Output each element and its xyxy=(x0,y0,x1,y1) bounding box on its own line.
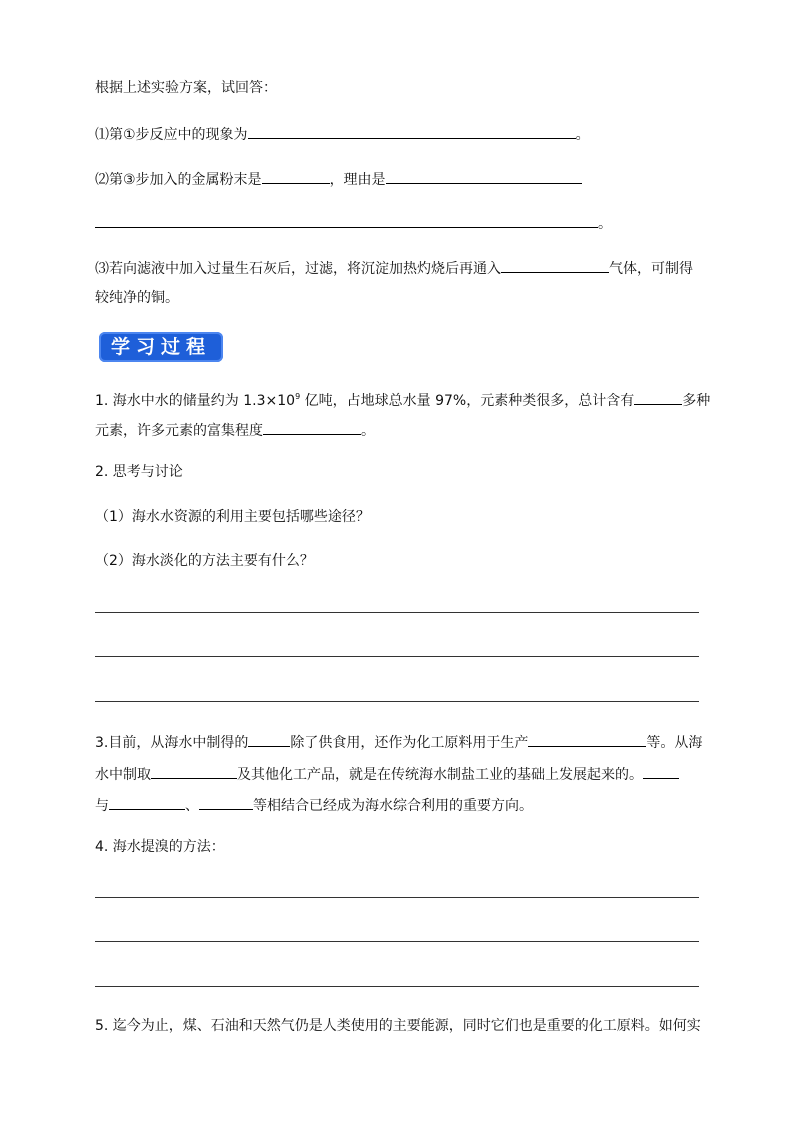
item-3-l1-c: 等。从海 xyxy=(646,735,703,751)
answer-blank-item1b[interactable] xyxy=(263,418,361,435)
question-1 xyxy=(95,122,590,145)
section-badge: 学习过程 xyxy=(99,332,223,362)
item-3-l2-b: 及其他化工产品，就是在传统海水制盐工业的基础上发展起来的。 xyxy=(237,767,643,783)
answer-blank-3[interactable] xyxy=(501,256,609,273)
answer-blank-item3f[interactable] xyxy=(199,793,253,810)
answer-blank-2b[interactable] xyxy=(386,167,582,184)
item-1 xyxy=(95,387,710,411)
answer-line[interactable] xyxy=(95,986,699,987)
answer-blank-item3c[interactable] xyxy=(151,762,237,779)
item-3-l2-a: 水中制取 xyxy=(95,767,151,783)
item-2-title: 2. 思考与讨论 xyxy=(95,464,183,480)
answer-line[interactable] xyxy=(95,897,699,898)
intro-text: 根据上述实验方案，试回答： xyxy=(95,80,277,96)
answer-blank-2c[interactable] xyxy=(95,211,598,228)
item-1-line2-b: 。 xyxy=(361,423,375,439)
item-3-line3 xyxy=(95,793,533,816)
question-2-end: 。 xyxy=(598,216,612,232)
item-3-l1-b: 除了供食用，还作为化工原料用于生产 xyxy=(290,735,529,751)
answer-blank-1[interactable] xyxy=(248,122,576,139)
item-1-line2 xyxy=(95,418,375,441)
item-1-line2-a: 元素，许多元素的富集程度 xyxy=(95,423,263,439)
item-1-text-b: 亿吨，占地球总水量 97%，元素种类很多，总计含有 xyxy=(300,393,635,409)
item-1-text-c: 多种 xyxy=(682,393,711,409)
question-3-line2: 较纯净的铜。 xyxy=(95,290,179,306)
question-3-suffix: 气体，可制得 xyxy=(609,261,693,277)
answer-blank-item3b[interactable] xyxy=(528,730,646,747)
item-2-sub1: （1）海水水资源的利用主要包括哪些途径？ xyxy=(95,509,370,525)
question-3-prefix: ⑶若向滤液中加入过量生石灰后，过滤，将沉淀加热灼烧后再通入 xyxy=(95,261,501,277)
answer-line[interactable] xyxy=(95,941,699,942)
answer-line[interactable] xyxy=(95,612,699,613)
item-3-l3-b: 、 xyxy=(185,798,199,814)
item-5: 5. 迄今为止，煤、石油和天然气仍是人类使用的主要能源，同时它们也是重要的化工原料。如何实 xyxy=(95,1018,701,1034)
item-3 xyxy=(95,730,702,753)
answer-blank-item1a[interactable] xyxy=(634,388,682,405)
item-1-text-a: 1. 海水中水的储量约为 1.3×10 xyxy=(95,393,296,409)
item-2-sub2: （2）海水淡化的方法主要有什么？ xyxy=(95,553,314,569)
answer-blank-item3d[interactable] xyxy=(643,762,679,779)
answer-blank-item3a[interactable] xyxy=(248,730,290,747)
answer-blank-2a[interactable] xyxy=(262,167,330,184)
item-1-exponent: 9 xyxy=(295,392,301,401)
answer-line[interactable] xyxy=(95,701,699,702)
item-3-l1-a: 3.目前，从海水中制得的 xyxy=(95,735,249,751)
question-3 xyxy=(95,256,693,279)
question-1-prefix: ⑴第①步反应中的现象为 xyxy=(95,127,248,143)
item-3-l3-a: 与 xyxy=(95,798,109,814)
item-3-l3-c: 等相结合已经成为海水综合利用的重要方向。 xyxy=(253,798,533,814)
answer-blank-item3e[interactable] xyxy=(109,793,185,810)
question-2-prefix: ⑵第③步加入的金属粉末是 xyxy=(95,172,262,188)
item-4-title: 4. 海水提溴的方法： xyxy=(95,839,225,855)
question-2-mid: ，理由是 xyxy=(329,172,386,188)
answer-line[interactable] xyxy=(95,656,699,657)
question-2-continued xyxy=(95,211,612,234)
question-1-suffix: 。 xyxy=(575,127,590,143)
question-2 xyxy=(95,167,582,190)
item-3-line2 xyxy=(95,762,679,785)
